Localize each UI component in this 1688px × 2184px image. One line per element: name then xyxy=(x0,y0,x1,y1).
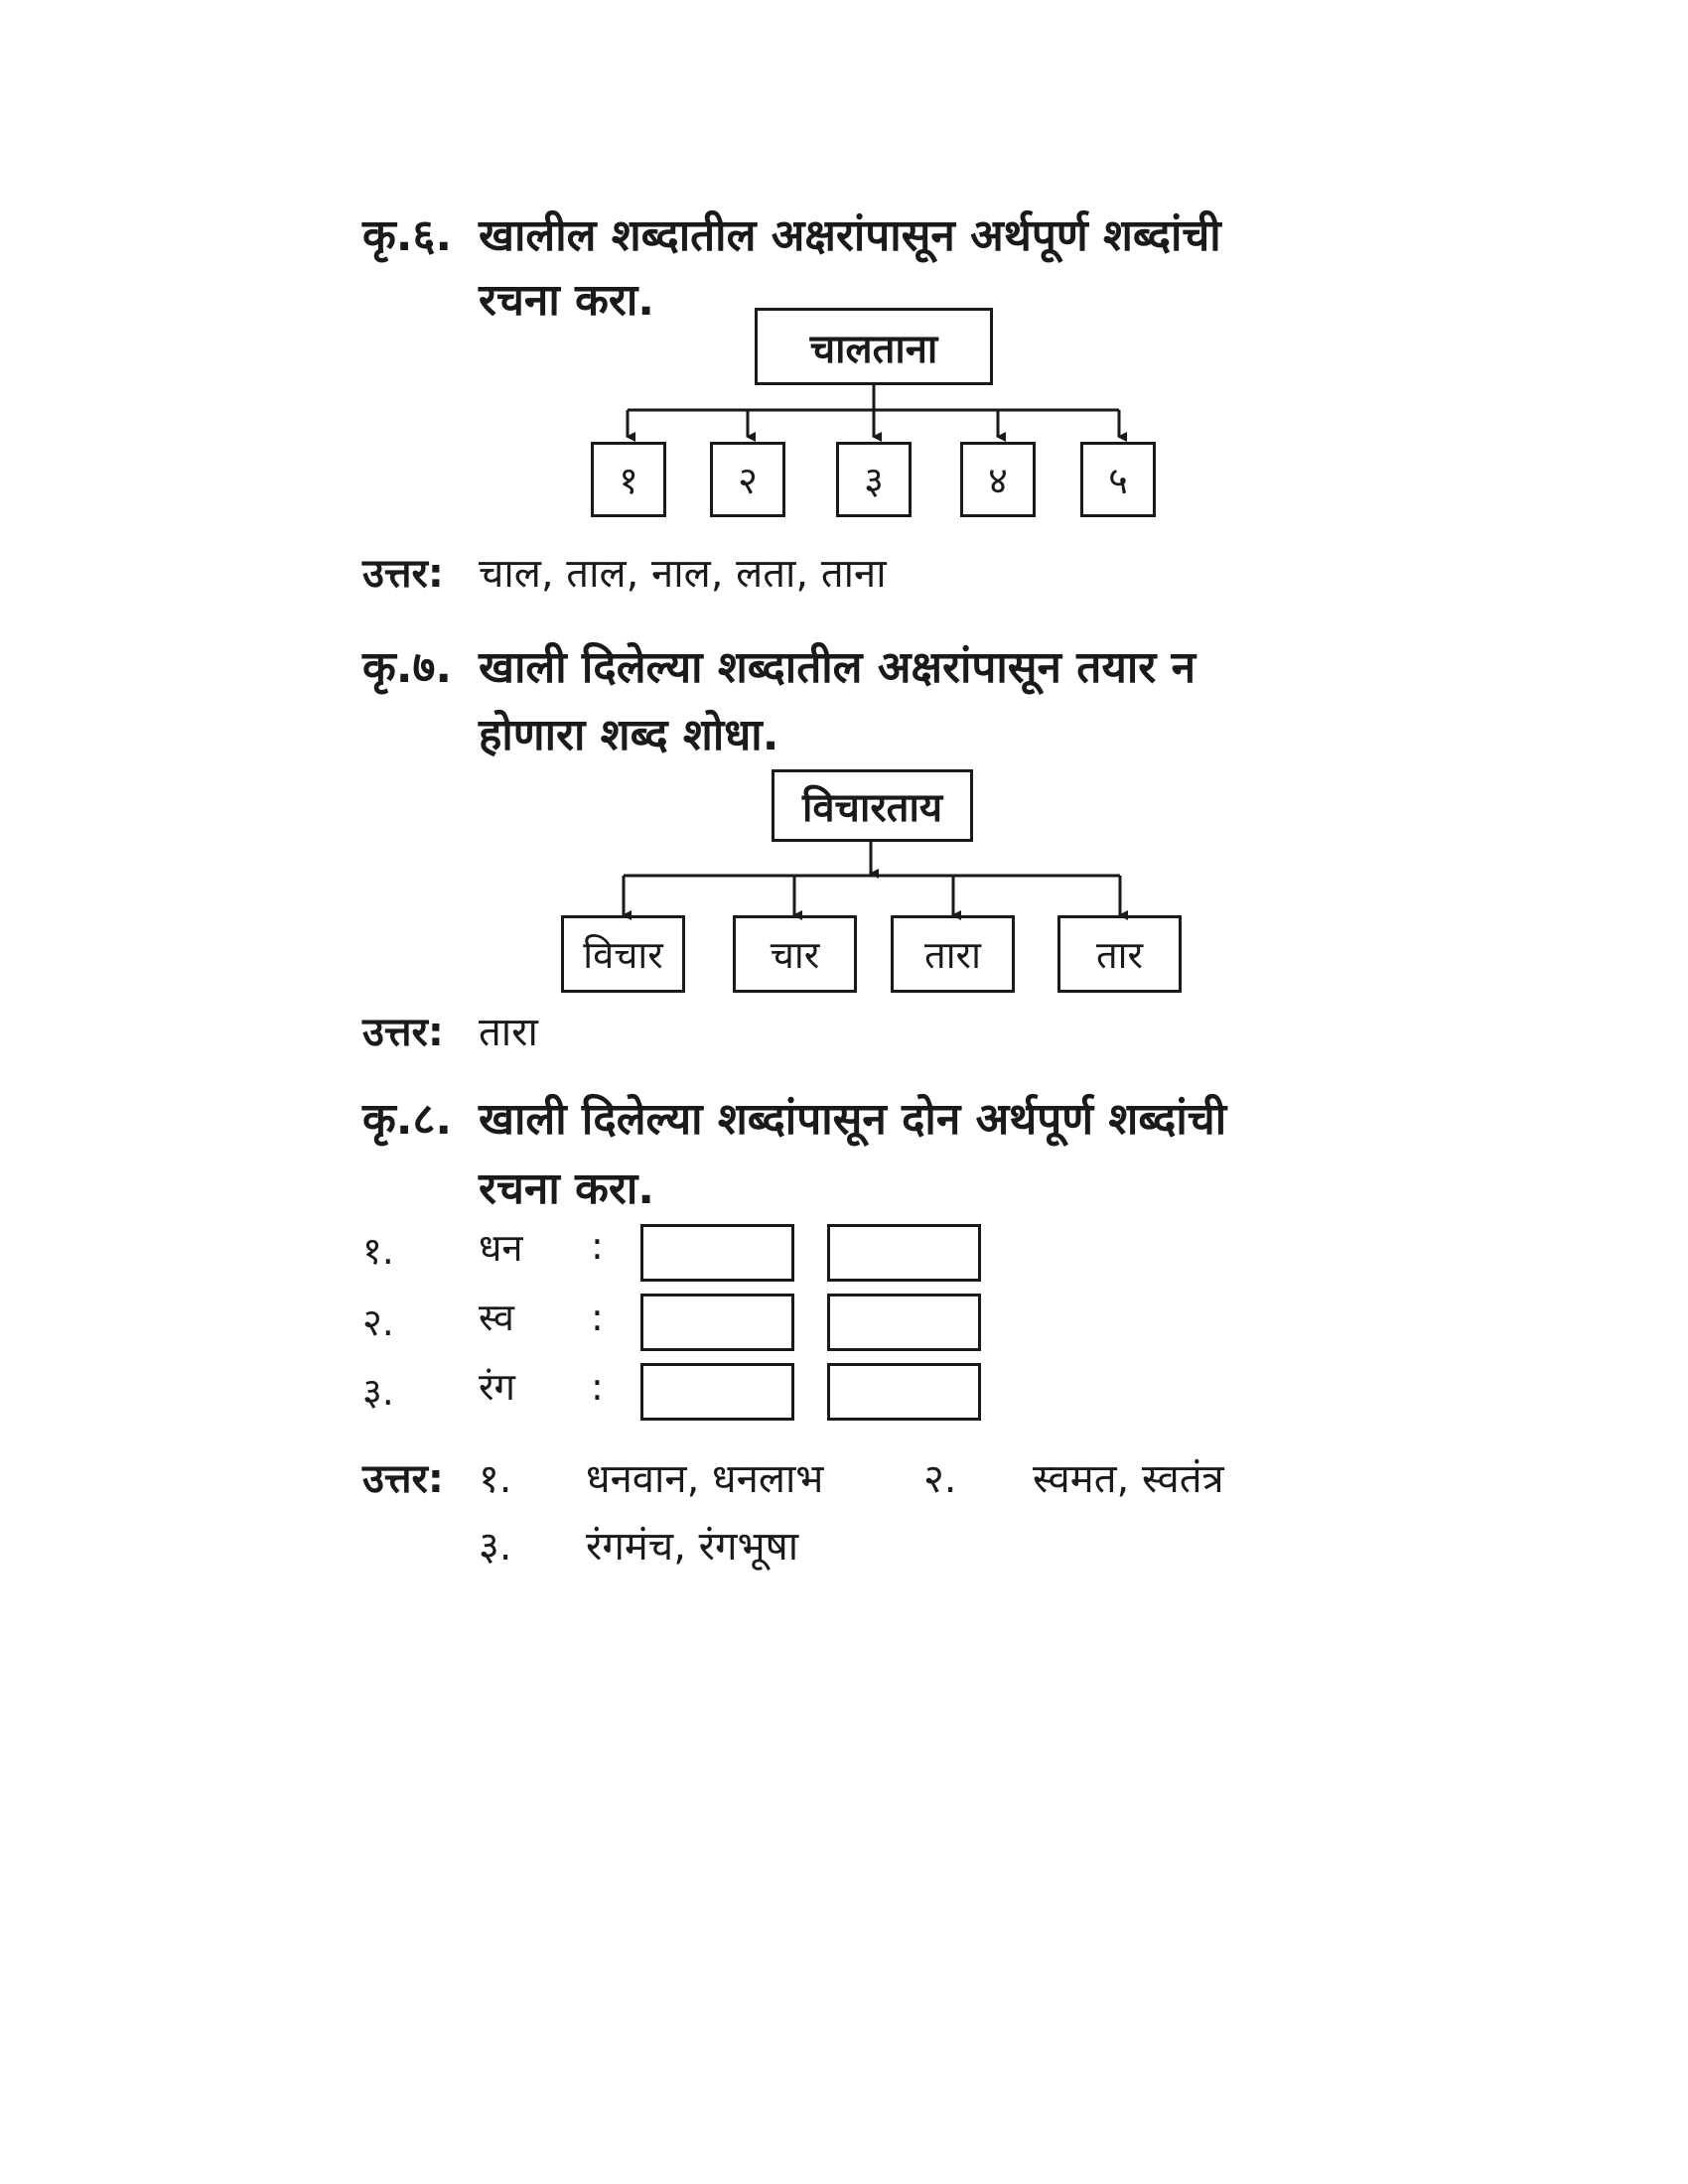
blank-box-1 xyxy=(591,442,666,517)
answer-blank-box[interactable] xyxy=(640,1363,794,1421)
option-box-2 xyxy=(733,915,857,993)
blank-box-4 xyxy=(960,442,1036,517)
item-word: धन xyxy=(479,1226,523,1270)
option-word: विचार xyxy=(583,933,663,977)
item-separator: : xyxy=(591,1365,604,1409)
blank-box-2 xyxy=(710,442,785,517)
box-number: ४ xyxy=(988,459,1008,502)
item-number: ३. xyxy=(362,1370,394,1414)
item-word: रंग xyxy=(479,1365,515,1409)
answer-blank-box[interactable] xyxy=(640,1224,794,1282)
box-number: १ xyxy=(619,459,638,502)
answer-text: चाल, ताल, नाल, लता, ताना xyxy=(479,551,887,597)
answer-label: उत्तर: xyxy=(362,1010,444,1055)
item-word: स्व xyxy=(479,1296,514,1339)
root-word-box xyxy=(772,769,973,842)
box-number: ३ xyxy=(864,459,884,502)
root-word: चालताना xyxy=(809,326,938,372)
answer-number: २. xyxy=(923,1456,957,1502)
option-box-1 xyxy=(561,915,685,993)
answer-label: उत्तर: xyxy=(362,1456,444,1502)
answer-blank-box[interactable] xyxy=(827,1294,981,1351)
answer-text: धनवान, धनलाभ xyxy=(586,1456,824,1502)
box-number: ५ xyxy=(1108,459,1128,502)
blank-box-3 xyxy=(836,442,912,517)
option-word: तारा xyxy=(924,933,981,977)
blank-box-5 xyxy=(1080,442,1156,517)
item-number: २. xyxy=(362,1300,394,1344)
question-number: कृ.७. xyxy=(362,642,453,693)
answer-number: १. xyxy=(479,1456,512,1502)
option-word: चार xyxy=(770,933,820,977)
answer-text: स्वमत, स्वतंत्र xyxy=(1033,1456,1224,1502)
item-separator: : xyxy=(591,1224,604,1268)
answer-label: उत्तर: xyxy=(362,551,444,597)
answer-number: ३. xyxy=(479,1524,512,1570)
item-separator: : xyxy=(591,1296,604,1339)
question-text-line2: होणारा शब्द शोधा. xyxy=(479,710,779,760)
answer-text: तारा xyxy=(479,1010,538,1055)
option-box-4 xyxy=(1057,915,1182,993)
option-box-3 xyxy=(891,915,1015,993)
box-number: २ xyxy=(738,459,758,502)
question-number: कृ.८. xyxy=(362,1094,453,1145)
question-text-line1: खालील शब्दातील अक्षरांपासून अर्थपूर्ण शब्दांची xyxy=(479,210,1221,261)
question-text-line1: खाली दिलेल्या शब्दांपासून दोन अर्थपूर्ण शब्दांची xyxy=(479,1094,1227,1145)
question-text-line1: खाली दिलेल्या शब्दातील अक्षरांपासून तयार न xyxy=(479,642,1196,693)
option-word: तार xyxy=(1095,933,1144,977)
answer-text: रंगमंच, रंगभूषा xyxy=(586,1524,799,1570)
question-number: कृ.६. xyxy=(362,210,453,261)
item-number: १. xyxy=(362,1229,394,1273)
answer-blank-box[interactable] xyxy=(640,1294,794,1351)
root-word: विचारताय xyxy=(801,785,943,831)
question-text-line2: रचना करा. xyxy=(479,275,654,326)
answer-blank-box[interactable] xyxy=(827,1363,981,1421)
question-text-line2: रचना करा. xyxy=(479,1163,654,1214)
answer-blank-box[interactable] xyxy=(827,1224,981,1282)
